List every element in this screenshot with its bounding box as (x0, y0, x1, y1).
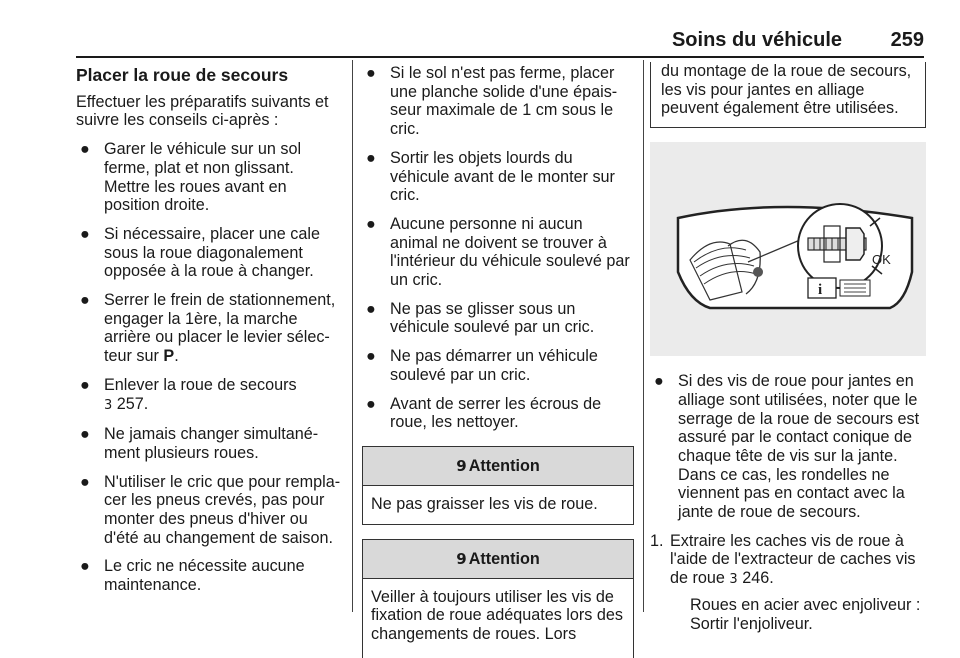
column-right (650, 64, 926, 633)
column-middle (362, 64, 634, 658)
bullet-icon: ● (366, 394, 376, 413)
section-title: Placer la roue de secours (76, 65, 289, 85)
page-header-title: Soins du véhicule (671, 29, 842, 51)
step-subtext: Roues en acier avec enjoliveur : Sortir l'enjoliveur. (690, 595, 921, 633)
header-rule (76, 56, 924, 58)
warning-icon: 9 (456, 456, 467, 475)
bullet-icon: ● (80, 557, 90, 576)
column-left (76, 64, 344, 605)
warning-header: 9 Attention (363, 540, 633, 579)
page-reference-link[interactable]: 3 257. (104, 394, 149, 413)
preparation-list (76, 140, 344, 595)
bullet-icon: ● (366, 299, 376, 318)
warning-text: Veiller à toujours utiliser les vis de fixation de roue adéquates lors des changements de roues. Lors (371, 587, 623, 644)
warning-box (362, 446, 634, 525)
alloy-note-list (650, 372, 926, 522)
warning-box (362, 539, 634, 658)
page-reference-link[interactable]: 3 246. (729, 569, 774, 588)
list-item: ● Enlever la roue de secours 3 257. (80, 375, 297, 413)
info-icon: i (818, 282, 823, 299)
list-item: ● N'utiliser le cric que pour rempla-cer les pneus crevés, pas pour monter des pneus d'hiver ou d'été au changement de saison. (80, 472, 341, 547)
gear-position-p: P (163, 347, 175, 366)
warning-header: 9 Attention (363, 447, 633, 486)
bullet-icon: ● (80, 140, 90, 159)
bullet-icon: ● (654, 372, 664, 391)
list-item: ● Le cric ne nécessite aucune maintenance. (80, 557, 305, 595)
bullet-icon: ● (366, 214, 376, 233)
intro-text: Effectuer les préparatifs suivants et suivre les conseils ci-après : (76, 92, 329, 130)
list-item: ● Ne jamais changer simultané-ment plusieurs roues. (80, 425, 319, 462)
list-item: ● Ne pas démarrer un véhicule soulevé par un cric. (366, 347, 598, 384)
step-item: 1. Extraire les caches vis de roue à l'aide de l'extracteur de caches vis de roue 3 246. Roues en acier avec enjoliveur : Sortir l'enjoliveur. (650, 532, 926, 634)
page-number: 259 (890, 29, 924, 51)
reference-arrow-icon: 3 (104, 397, 113, 413)
safety-list (362, 64, 634, 432)
column-divider-2 (643, 60, 644, 612)
steps-list (650, 532, 926, 634)
reference-arrow-icon: 3 (729, 572, 738, 588)
list-item: ● Ne pas se glisser sous un véhicule soulevé par un cric. (366, 299, 595, 337)
list-item: ● Si des vis de roue pour jantes en alliage sont utilisées, noter que le serrage de la roue de secours est assuré par le contact conique de chaque tête de vis sur la jante. Dans ce cas, les rondelles ne viennent pas en contact avec la jante de roue de secours. (654, 372, 920, 522)
list-item: ● Aucune personne ni aucun animal ne doivent se trouver à l'intérieur du véhicule soulevé par un cric. (366, 214, 630, 290)
bullet-icon: ● (366, 347, 376, 366)
wheel-bolt-illustration (650, 142, 926, 356)
warning-continued: du montage de la roue de secours, les vis pour jantes en alliage peuvent également être utilisées. (650, 62, 926, 128)
bullet-icon: ● (80, 291, 90, 310)
bullet-icon: ● (366, 148, 376, 167)
bullet-icon: ● (80, 375, 90, 394)
bullet-icon: ● (366, 64, 376, 82)
step-number: 1. (650, 531, 664, 550)
bullet-icon: ● (80, 224, 90, 243)
list-item: ● Sortir les objets lourds du véhicule avant de le monter sur cric. (366, 148, 615, 205)
list-item: ● Serrer le frein de stationnement, engager la 1ère, la marche arrière ou placer le levier sélec-teur sur P. (80, 291, 336, 366)
column-divider-1 (352, 60, 353, 612)
bullet-icon: ● (80, 425, 90, 444)
list-item: ● Avant de serrer les écrous de roue, les nettoyer. (366, 394, 602, 432)
warning-icon: 9 (456, 549, 467, 568)
ok-label: OK (872, 252, 891, 268)
page-header (0, 0, 960, 60)
bullet-icon: ● (80, 472, 90, 491)
list-item: ● Si nécessaire, placer une cale sous la roue diagonalement opposée à la roue à changer. (80, 224, 320, 281)
list-item: ● Si le sol n'est pas ferme, placer une planche solide d'une épais-seur maximale de 1 cm sous le cric. (366, 64, 618, 139)
wheel-bolt-drawing (650, 142, 926, 356)
list-item: ● Garer le véhicule sur un sol ferme, plat et non glissant. Mettre les roues avant en position droite. (80, 140, 302, 215)
warning-text: Ne pas graisser les vis de roue. (371, 494, 598, 513)
